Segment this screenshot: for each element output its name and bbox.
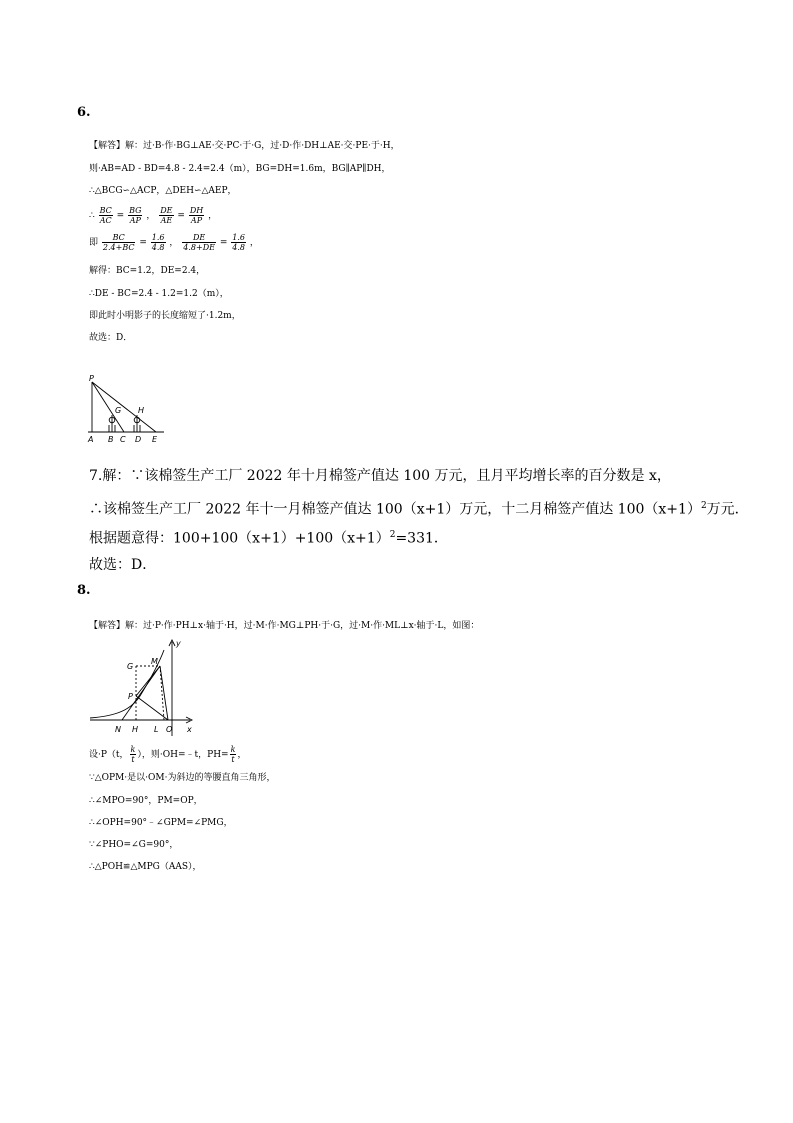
q8-line-2: 设·P（t， $\frac{k}{t}$ ），则·OH=﹣t，PH= $\frac{k}{t}$ ， xyxy=(89,745,247,764)
q6-ratio-line: ∴ $\frac{BC}{AC}$ = $\frac{BG}{AP}$ ， $\frac{DE}{AE}$ = $\frac{DH}{AP}$ ， xyxy=(89,206,218,225)
ji-text: 即 xyxy=(89,238,99,248)
q7-line-2: ∴该棉签生产工厂 2022 年十一月棉签产值达 100（x+1）万元，十二月棉签产值达 $100(x+1)^2$万元． xyxy=(89,501,749,518)
q6-line-2: 则·AB=AD - BD=4.8 - 2.4=2.4（m），BG=DH=1.6m，BG∥AP∥DH， xyxy=(89,164,391,174)
q6-line-9: 故选：D． xyxy=(89,333,133,343)
fraction-bc-2.4bc: $\frac{BC}{2.4+BC}$ xyxy=(102,233,135,252)
q6-line-6: 解得：BC=1.2，DE=2.4， xyxy=(89,266,206,276)
label-b: B xyxy=(108,435,114,444)
q8-line-6: ∵∠PHO=∠G=90°， xyxy=(89,840,179,850)
q8-line-3: ∵△OPM·是以·OM·为斜边的等腰直角三角形， xyxy=(89,773,276,783)
label-a: A xyxy=(88,435,94,444)
q8-line-7: ∴△POH≌△MPG（AAS）， xyxy=(89,862,202,872)
label-p: P xyxy=(89,374,94,383)
question-8-number: 8. xyxy=(77,583,91,598)
shadow-triangle-figure xyxy=(84,372,174,447)
label-e: E xyxy=(152,435,158,444)
label-g: G xyxy=(127,662,134,671)
q8-line-1: 【解答】解：过·P·作·PH⊥x·轴于·H，过·M·作·MG⊥PH·于·G，过·M·作·ML⊥x·轴于·L，如图： xyxy=(89,621,480,631)
fraction-dh-ap: $\frac{DH}{AP}$ xyxy=(189,206,204,225)
label-h: H xyxy=(132,725,139,734)
q6-ratio-line-2: 即 $\frac{BC}{2.4+BC}$ = $\frac{1.6}{4.8}$ ， $\frac{DE}{4.8+DE}$ = $\frac{1.6}{4.8}$ ， xyxy=(89,233,259,252)
label-n: N xyxy=(115,725,121,734)
q6-line-7: ∴DE - BC=2.4 - 1.2=1.2（m）， xyxy=(89,289,229,299)
label-p: P xyxy=(128,692,133,701)
q6-line-8: 即此时小明影子的长度缩短了·1.2m， xyxy=(89,311,241,321)
q6-line-1: 【解答】解：过·B·作·BG⊥AE·交·PC·于·G，过·D·作·DH⊥AE·交·PE·于·H， xyxy=(89,141,400,151)
q8-line-5: ∴∠OPH=90°﹣∠GPM=∠PMG， xyxy=(89,818,233,828)
question-6-number: 6. xyxy=(77,105,91,120)
fraction-de-ae: $\frac{DE}{AE}$ xyxy=(160,206,173,225)
label-m: M xyxy=(151,657,158,666)
fraction-k-t-a: $\frac{k}{t}$ xyxy=(130,745,136,764)
q7-line-3: 根据题意得：$100+100(x+1)+100(x+1)^2=331$． xyxy=(89,530,448,547)
q6-line-3: ∴△BCG∽△ACP，△DEH∽△AEP， xyxy=(89,186,237,196)
coordinate-figure xyxy=(86,636,198,738)
label-x: x xyxy=(187,725,192,734)
label-l: L xyxy=(154,725,159,734)
label-h: H xyxy=(138,406,145,415)
fraction-bg-ap: $\frac{BG}{AP}$ xyxy=(129,206,142,225)
label-c: C xyxy=(120,435,126,444)
fraction-1.6-4.8-b: $\frac{1.6}{4.8}$ xyxy=(232,233,245,252)
fraction-bc-ac: $\frac{BC}{AC}$ xyxy=(99,206,112,225)
q7-line-4: 故选：D． xyxy=(89,557,157,573)
q7-line-1: 7.解：∵该棉签生产工厂 2022 年十月棉签产值达 100 万元，且月平均增长率的百分数是 x， xyxy=(89,468,671,484)
fraction-k-t-b: $\frac{k}{t}$ xyxy=(230,745,236,764)
label-o: O xyxy=(166,725,173,734)
label-d: D xyxy=(135,435,142,444)
q8-line-4: ∴∠MPO=90°，PM=OP， xyxy=(89,796,203,806)
label-g: G xyxy=(115,406,122,415)
fraction-de-4.8de: $\frac{DE}{4.8+DE}$ xyxy=(183,233,215,252)
label-y: y xyxy=(176,639,181,648)
fraction-1.6-4.8-a: $\frac{1.6}{4.8}$ xyxy=(151,233,165,252)
therefore-symbol: ∴ xyxy=(89,211,95,221)
